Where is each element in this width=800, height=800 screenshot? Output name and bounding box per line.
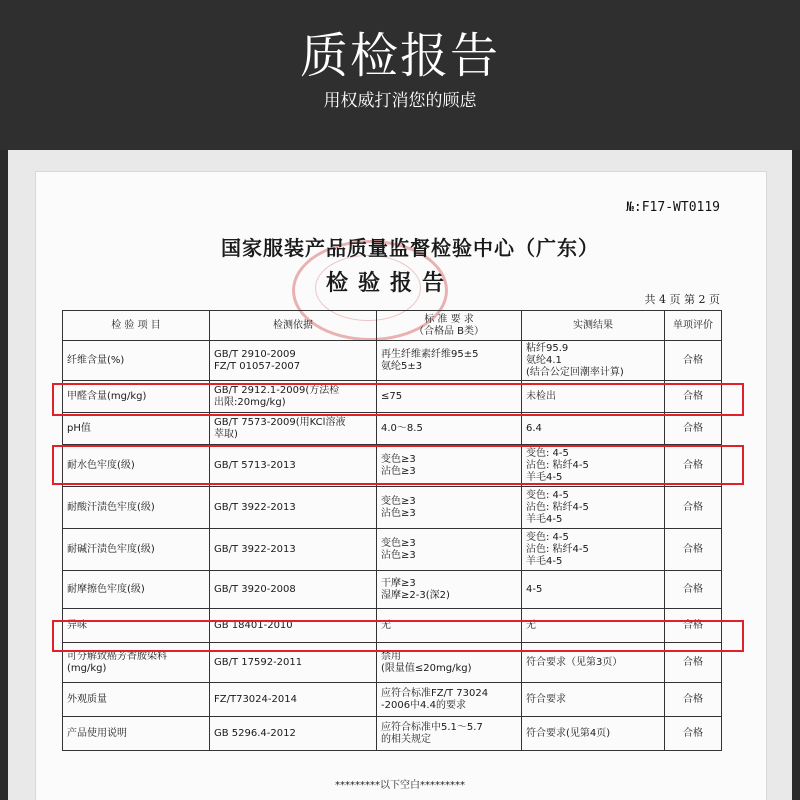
cell-item: 甲醛含量(mg/kg) [63, 381, 210, 413]
cell-evaluation: 合格 [665, 717, 722, 751]
cell-basis: FZ/T73024-2014 [210, 683, 377, 717]
cell-basis: GB/T 2910-2009 FZ/T 01057-2007 [210, 341, 377, 381]
cell-basis: GB/T 5713-2013 [210, 445, 377, 487]
report-number: №:F17-WT0119 [626, 200, 720, 215]
cell-basis: GB/T 3920-2008 [210, 571, 377, 609]
cell-requirement: 禁用 (限量值≤20mg/kg) [377, 643, 522, 683]
table-row [63, 413, 722, 445]
cell-evaluation: 合格 [665, 571, 722, 609]
cell-evaluation: 合格 [665, 643, 722, 683]
cell-basis: GB/T 3922-2013 [210, 529, 377, 571]
cell-result: 无 [522, 609, 665, 643]
cell-item: 产品使用说明 [63, 717, 210, 751]
cell-item: 外观质量 [63, 683, 210, 717]
cell-item: 异味 [63, 609, 210, 643]
cell-basis: GB/T 7573-2009(用KCl溶液 萃取) [210, 413, 377, 445]
table-header-row [63, 311, 722, 341]
column-header: 单项评价 [665, 311, 722, 341]
blank-below-note: *********以下空白********* [335, 780, 465, 791]
cell-basis: GB/T 3922-2013 [210, 487, 377, 529]
page-title: 质检报告 [299, 28, 500, 84]
cell-evaluation: 合格 [665, 529, 722, 571]
cell-item: 耐摩擦色牢度(级) [63, 571, 210, 609]
table-row [63, 717, 722, 751]
cell-basis: GB/T 2912.1-2009(方法检 出限:20mg/kg) [210, 381, 377, 413]
cell-requirement: 变色≥3 沾色≥3 [377, 487, 522, 529]
cell-requirement: ≤75 [377, 381, 522, 413]
cell-requirement: 应符合标准中5.1～5.7 的相关规定 [377, 717, 522, 751]
column-header: 检测依据 [210, 311, 377, 341]
cell-result: 未检出 [522, 381, 665, 413]
cell-result: 6.4 [522, 413, 665, 445]
column-header: 实测结果 [522, 311, 665, 341]
cell-item: 可分解致癌芳香胺染料 (mg/kg) [63, 643, 210, 683]
table-row [63, 529, 722, 571]
cell-item: 耐水色牢度(级) [63, 445, 210, 487]
cell-evaluation: 合格 [665, 341, 722, 381]
cell-result: 变色: 4-5 沾色: 粘纤4-5 羊毛4-5 [522, 529, 665, 571]
report-page-info: 共 4 页 第 2 页 [644, 293, 720, 306]
cell-result: 变色: 4-5 沾色: 粘纤4-5 羊毛4-5 [522, 445, 665, 487]
page-subtitle: 用权威打消您的顾虑 [323, 91, 477, 111]
highlight-odor [52, 620, 744, 652]
cell-result: 符合要求 [522, 683, 665, 717]
cell-item: 耐碱汗渍色牢度(级) [63, 529, 210, 571]
cell-requirement: 变色≥3 沾色≥3 [377, 445, 522, 487]
table-row [63, 683, 722, 717]
table-row [63, 487, 722, 529]
cell-requirement: 变色≥3 沾色≥3 [377, 529, 522, 571]
cell-result: 粘纤95.9 氨纶4.1 (结合公定回潮率计算) [522, 341, 665, 381]
cell-requirement: 4.0～8.5 [377, 413, 522, 445]
cell-item: pH值 [63, 413, 210, 445]
cell-basis: GB 5296.4-2012 [210, 717, 377, 751]
cell-result: 符合要求（见第3页） [522, 643, 665, 683]
cell-requirement: 干摩≥3 湿摩≥2-3(深2) [377, 571, 522, 609]
table-row [63, 571, 722, 609]
cell-requirement: 再生纤维素纤维95±5 氨纶5±3 [377, 341, 522, 381]
cell-requirement: 无 [377, 609, 522, 643]
cell-evaluation: 合格 [665, 487, 722, 529]
inspection-table [62, 310, 722, 751]
header-banner [0, 0, 800, 150]
report-organization: 国家服装产品质量监督检验中心（广东） [221, 236, 599, 260]
cell-result: 变色: 4-5 沾色: 粘纤4-5 羊毛4-5 [522, 487, 665, 529]
cell-evaluation: 合格 [665, 381, 722, 413]
cell-result: 符合要求(见第4页) [522, 717, 665, 751]
cell-evaluation: 合格 [665, 445, 722, 487]
report-title: 检验报告 [325, 270, 454, 296]
cell-item: 耐酸汗渍色牢度(级) [63, 487, 210, 529]
highlight-formaldehyde [52, 383, 744, 416]
cell-result: 4-5 [522, 571, 665, 609]
cell-basis: GB/T 17592-2011 [210, 643, 377, 683]
table-row [63, 341, 722, 381]
cell-evaluation: 合格 [665, 609, 722, 643]
column-header: 标 准 要 求 （合格品 B类） [377, 311, 522, 341]
cell-basis: GB 18401-2010 [210, 609, 377, 643]
highlight-water-fastness [52, 445, 744, 485]
cell-evaluation: 合格 [665, 413, 722, 445]
cell-requirement: 应符合标准FZ/T 73024 -2006中4.4的要求 [377, 683, 522, 717]
cell-evaluation: 合格 [665, 683, 722, 717]
cell-item: 纤维含量(%) [63, 341, 210, 381]
column-header: 检 验 项 目 [63, 311, 210, 341]
